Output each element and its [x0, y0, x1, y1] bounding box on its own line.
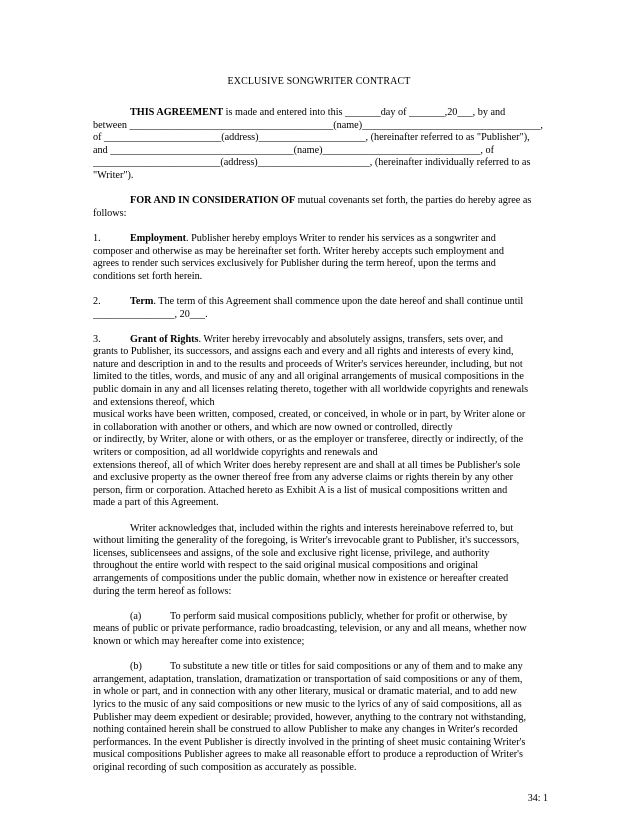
document-title: EXCLUSIVE SONGWRITER CONTRACT: [227, 76, 411, 87]
section-3-line: public domain in any and all licenses relating thereto, together with all worldwide copyrights and renewals: [93, 384, 529, 396]
section-3-line-1: [93, 334, 548, 347]
section-employment: [93, 233, 548, 283]
section-2-number: 2.: [93, 295, 101, 307]
section-1-heading: Employment: [130, 232, 187, 244]
section-3-line: and extensions thereof, which: [93, 396, 215, 408]
intro-line-1-text: is made and entered into this _______day of _______,20___, by and: [223, 107, 506, 118]
item-b-line: nothing contained herein shall be construed to allow Publisher to make any changes in Writer's recorded: [93, 724, 518, 736]
section-2-heading: Term: [130, 295, 154, 307]
intro-line-1: [93, 107, 548, 120]
consideration-line-1: [93, 195, 548, 208]
item-b-line: performances. In the event Publisher is directly involved in the printing of sheet music containing Writer's: [93, 736, 526, 748]
section-3-line: writers or composition, ad all worldwide copyrights and renewals and: [93, 447, 378, 459]
section-3-line: musical works have been written, composed, created, or conceived, in whole or in part, by Writer alone or: [93, 409, 526, 421]
consideration-paragraph: [93, 195, 548, 220]
section-3-line: and exclusive property as the owner thereof free from any adverse claims or rights therein by any other: [93, 472, 514, 484]
acknowledgment-line: throughout the entire world with respect to the said original musical compositions and original: [93, 560, 479, 572]
item-b-line: in whole or part, and in connection with any other literary, musical or dramatic material, and to add new: [93, 686, 517, 698]
section-2-line-1: [93, 296, 548, 309]
section-1-number: 1.: [93, 232, 101, 244]
intro-line-2: between ________________________________________(name)___________________________________,: [93, 119, 543, 131]
section-1-line-2: composer and otherwise as may be hereinafter set forth. Writer hereby accepts such employment and: [93, 245, 504, 257]
intro-line-5: _________________________(address)______________________, (hereinafter individually referred to as: [93, 157, 531, 169]
acknowledgment-line-1: Writer acknowledges that, included within the rights and interests hereinabove referred to, but: [130, 522, 514, 534]
item-b-line: arrangement, adaptation, translation, dramatization or transportation of said compositions or any of them,: [93, 673, 523, 685]
section-term: [93, 296, 548, 321]
item-a-line-1: [93, 611, 548, 624]
item-b-line: Publisher may deem expedient or desirable; provided, however, anything to the contrary not withstanding,: [93, 711, 527, 723]
section-3-line: limited to the titles, words, and music of any and all original arrangements of musical compositions in the: [93, 371, 524, 383]
section-3-line: made a part of this Agreement.: [93, 497, 219, 509]
consideration-line-1-text: mutual covenants set forth, the parties do hereby agree as: [295, 195, 532, 207]
consideration-bold-lead: FOR AND IN CONSIDERATION OF: [130, 195, 296, 207]
section-1-line-4: conditions set forth herein.: [93, 270, 203, 282]
section-1-line-1: [93, 233, 548, 246]
item-b-paragraph: [93, 661, 548, 774]
intro-line-4: and ____________________________________(name)_______________________________, of: [93, 144, 494, 156]
item-b-line: musical compositions Publisher agrees to make all reasonable effort to produce a reproduction of Writer's: [93, 749, 523, 761]
intro-paragraph: [93, 107, 548, 183]
section-3-line: extensions thereof, all of which Writer does hereby represent are and shall at all times be Publisher's sole: [93, 459, 521, 471]
item-a-label: (a): [130, 610, 142, 622]
section-3-line: or indirectly, by Writer, alone or with others, or as the employer or transferee, directly or indirectly, of the: [93, 434, 524, 446]
acknowledgment-line: without limiting the generality of the foregoing, is Writer's irrevocable grant to Publisher, it's successors,: [93, 535, 520, 547]
acknowledgment-paragraph: [93, 523, 548, 599]
intro-line-6: "Writer").: [93, 169, 134, 181]
contract-body: [93, 107, 548, 774]
item-b-line: original recording of such composition as accurately as possible.: [93, 761, 357, 773]
section-1-line-3: agrees to render such services exclusively for Publisher during the term hereof, upon the terms and: [93, 258, 496, 270]
section-3-number: 3.: [93, 333, 101, 345]
section-3-line: nature and description in and to the results and proceeds of Writer's services hereunder, including, but not: [93, 358, 523, 370]
consideration-line-2: follows:: [93, 207, 127, 219]
item-b-line-1-text: To substitute a new title or titles for said compositions or any of them and to make any: [170, 661, 523, 673]
section-3-line-1-text: . Writer hereby irrevocably and absolutely assigns, transfers, sets over, and: [198, 333, 504, 345]
section-3-heading: Grant of Rights: [130, 333, 199, 345]
acknowledgment-line: licenses, sublicensees and assigns, of the sole and exclusive right license, privilege, and authority: [93, 547, 490, 559]
intro-bold-lead: THIS AGREEMENT: [130, 107, 224, 118]
section-3-line: in collaboration with another or others, and which are now owned or controlled, directly: [93, 421, 453, 433]
section-grant-of-rights: [93, 334, 548, 510]
section-1-line-1-text: . Publisher hereby employs Writer to render his services as a songwriter and: [186, 232, 496, 244]
intro-line-3: of _______________________(address)_____________________, (hereinafter referred to as "Publisher"),: [93, 132, 530, 144]
item-b-line-1: [93, 661, 548, 674]
section-3-line: person, firm or corporation. Attached hereto as Exhibit A is a list of musical compositions written and: [93, 484, 508, 496]
item-a-line-1-text: To perform said musical compositions publicly, whether for profit or otherwise, by: [170, 610, 508, 622]
acknowledgment-line: arrangements of compositions under the public domain, whether now in existence or hereafter created: [93, 572, 509, 584]
item-a-paragraph: [93, 611, 548, 649]
section-2-line-2: ________________, 20___.: [93, 308, 208, 320]
section-3-line: grants to Publisher, its successors, and assigns each and every and all rights and interests of every kind,: [93, 346, 514, 358]
item-b-line: lyrics to the music of any said compositions or new music to the lyrics of any of said compositions, all as: [93, 698, 522, 710]
page-number: 34: 1: [527, 793, 548, 804]
item-a-line: means of public or private performance, radio broadcasting, television, or any and all means, whether now: [93, 623, 527, 635]
section-2-line-1-text: . The term of this Agreement shall commence upon the date hereof and shall continue until: [153, 295, 524, 307]
item-a-line: known or which may hereafter come into existence;: [93, 635, 305, 647]
item-b-label: (b): [130, 661, 142, 673]
acknowledgment-line: during the term hereof as follows:: [93, 585, 232, 597]
